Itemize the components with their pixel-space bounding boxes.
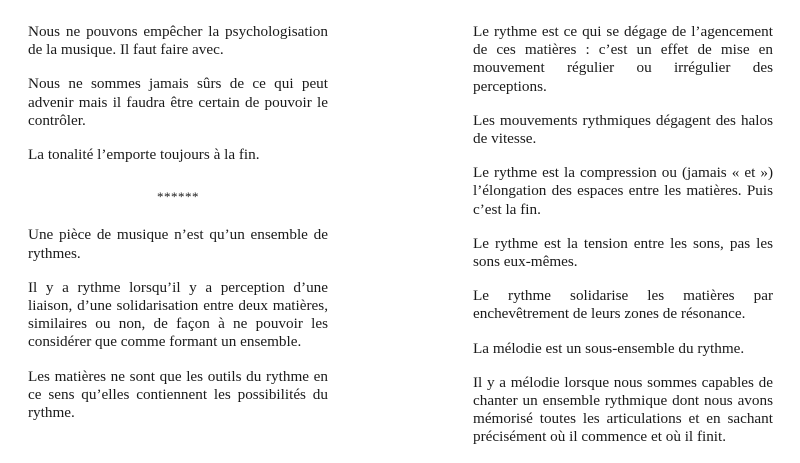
paragraph: Le rythme est la compression ou (jamais « et ») l’élongation des espaces entre les matières. Puis c’est la fin.: [473, 164, 773, 218]
paragraph: Il y a mélodie lorsque nous sommes capables de chanter un ensemble rythmique dont nous avons mémorisé toutes les articulations et en sachant précisément où il commence et où il finit.: [473, 373, 773, 446]
right-page: [473, 23, 773, 463]
left-page: [28, 23, 328, 438]
paragraph: Une pièce de musique n’est qu’un ensemble de rythmes.: [28, 226, 328, 262]
section-separator: ******: [157, 189, 199, 205]
paragraph: La tonalité l’emporte toujours à la fin.: [28, 146, 260, 164]
paragraph: Les mouvements rythmiques dégagent des halos de vitesse.: [473, 111, 773, 148]
paragraph: Le rythme est ce qui se dégage de l’agencement de ces matières : c’est un effet de mise en mouvement régulier ou irrégulier des perceptions.: [473, 23, 773, 95]
paragraph: La mélodie est un sous-ensemble du rythme.: [473, 339, 745, 357]
paragraph: Les matières ne sont que les outils du rythme en ce sens qu’elles contiennent les possibilités du rythme.: [28, 367, 328, 422]
paragraph: Le rythme est la tension entre les sons, pas les sons eux-mêmes.: [473, 234, 773, 271]
paragraph: Le rythme solidarise les matières par enchevêtrement de leurs zones de résonance.: [473, 287, 773, 323]
paragraph: Nous ne pouvons empêcher la psychologisation de la musique. Il faut faire avec.: [28, 23, 328, 59]
paragraph: Il y a rythme lorsqu’il y a perception d’une liaison, d’une solidarisation entre deux matières, similaires ou non, de façon à ne pouvoir les considérer que comme formant un ensemble.: [28, 278, 328, 351]
paragraph: Nous ne sommes jamais sûrs de ce qui peut advenir mais il faudra être certain de pouvoir le contrôler.: [28, 75, 328, 129]
